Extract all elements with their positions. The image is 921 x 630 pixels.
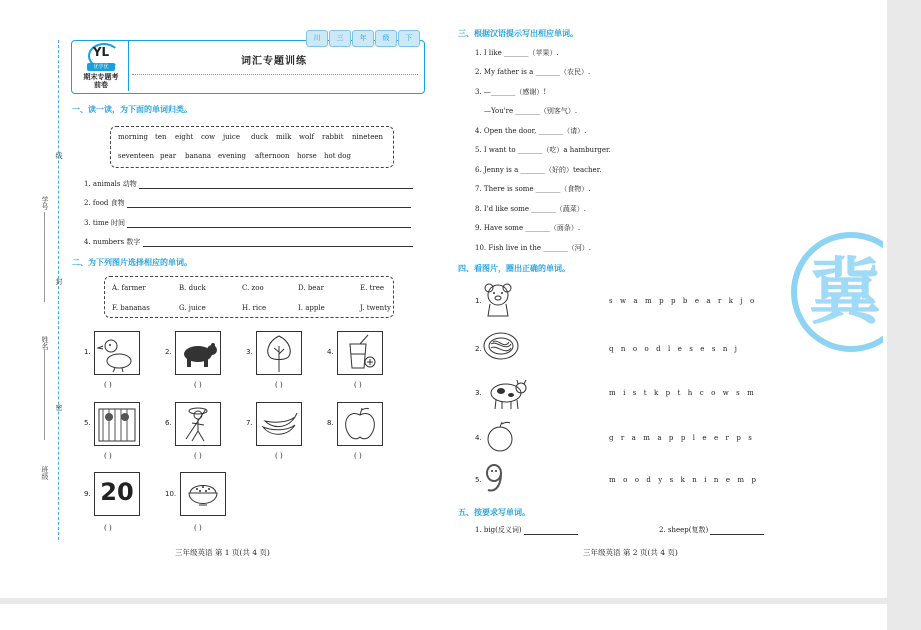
answer-line[interactable] xyxy=(127,227,411,228)
word: rabbit xyxy=(322,133,344,141)
answer-paren[interactable]: ( ) xyxy=(104,452,112,460)
option: B. duck xyxy=(179,284,206,292)
s3-item[interactable]: 8. I'd like some _______（蔬菜）. xyxy=(475,205,586,213)
s5-item xyxy=(659,525,764,535)
answer-paren[interactable]: ( ) xyxy=(104,524,112,532)
s3-item[interactable]: 4. Open the door, _______（请）. xyxy=(475,127,587,135)
item-number: 3. xyxy=(246,348,253,356)
rice-picture xyxy=(180,472,226,516)
option: D. bear xyxy=(298,284,324,292)
letter-string[interactable]: m o o d y s k n i n e m p xyxy=(609,476,759,484)
s1-item-label: 4. numbers 数字 xyxy=(84,238,141,246)
binding-label-class: 班级 xyxy=(41,466,49,480)
word: juice xyxy=(223,133,240,141)
item-number: 6. xyxy=(165,419,172,427)
option: I. apple xyxy=(298,304,325,312)
item-number: 4. xyxy=(475,434,482,442)
apple-icon xyxy=(338,403,382,445)
item-number: 5. xyxy=(84,419,91,427)
logo-sub: 优学优 xyxy=(87,63,115,71)
logo-label: 期末专题考前卷 xyxy=(83,73,119,89)
item-number: 9. xyxy=(84,490,91,498)
logo-text: YL xyxy=(92,45,110,59)
letter-string[interactable]: s w a m p p b e a r k j o xyxy=(609,297,757,305)
word: afternoon xyxy=(255,152,290,160)
watermark-seal xyxy=(787,230,883,354)
binding-field-line xyxy=(44,212,46,302)
binding-field-line xyxy=(44,350,46,440)
s3-item[interactable]: 3. —_______（感谢）! xyxy=(475,88,547,96)
zoo-picture xyxy=(94,402,140,446)
s3-item[interactable]: 2. My father is a _______（农民）. xyxy=(475,68,591,76)
bananas-icon xyxy=(257,403,301,445)
section-2-title: 二、为下列图片选择相应的单词。 xyxy=(72,258,192,267)
footer-right: 三年级英语 第 2 页(共 4 页) xyxy=(583,548,678,557)
noodles-icon xyxy=(482,330,520,364)
word: ten xyxy=(155,133,167,141)
s5-item-label: 1. big(反义词) xyxy=(475,526,522,534)
farmer-picture xyxy=(175,402,221,446)
answer-paren[interactable]: ( ) xyxy=(104,381,112,389)
item-number: 10. xyxy=(165,490,177,498)
zoo-icon xyxy=(95,403,139,445)
item-number: 1. xyxy=(84,348,91,356)
word: cow xyxy=(201,133,216,141)
logo xyxy=(74,41,129,91)
section-3-title: 三、根据汉语提示写出相应单词。 xyxy=(458,29,578,38)
s1-item-label: 1. animals 动物 xyxy=(84,180,137,188)
answer-line[interactable] xyxy=(710,534,764,535)
juice-picture xyxy=(337,331,383,375)
tree-picture xyxy=(256,331,302,375)
letter-string[interactable]: m i s t k p t h c o w s m xyxy=(609,389,757,397)
s3-item[interactable]: 10. Fish live in the _______（河）. xyxy=(475,244,591,252)
word: nineteen xyxy=(352,133,384,141)
twenty-number: 20 xyxy=(100,478,134,506)
s3-item[interactable]: 7. There is some _______（食物）. xyxy=(475,185,591,193)
duck-icon xyxy=(95,332,139,374)
s1-item xyxy=(84,218,411,228)
word: eight xyxy=(175,133,194,141)
option: C. zoo xyxy=(242,284,264,292)
option: H. rice xyxy=(242,304,267,312)
rice-icon xyxy=(181,473,225,515)
s1-item-label: 2. food 食物 xyxy=(84,199,125,207)
s3-item[interactable]: 5. I want to _______（吃）a hamburger. xyxy=(475,146,611,154)
juice-icon xyxy=(338,332,382,374)
binding-line xyxy=(58,40,59,540)
answer-paren[interactable]: ( ) xyxy=(194,381,202,389)
word: seventeen xyxy=(118,152,154,160)
item-number: 2. xyxy=(165,348,172,356)
answer-paren[interactable]: ( ) xyxy=(354,452,362,460)
option: E. tree xyxy=(360,284,385,292)
page-title: 词汇专题训练 xyxy=(241,56,307,67)
item-number: 3. xyxy=(475,389,482,397)
word: wolf xyxy=(299,133,315,141)
cow-icon xyxy=(484,376,528,412)
item-number: 8. xyxy=(327,419,334,427)
s1-item xyxy=(84,179,413,189)
twenty-picture xyxy=(94,472,140,516)
word: evening xyxy=(218,152,246,160)
word: pear xyxy=(160,152,177,160)
answer-paren[interactable]: ( ) xyxy=(354,381,362,389)
item-number: 1. xyxy=(475,297,482,305)
s1-item xyxy=(84,198,411,208)
number-nine-icon xyxy=(484,462,506,496)
binding-label-seal: 封 xyxy=(55,278,63,285)
answer-line[interactable] xyxy=(127,207,411,208)
word: milk xyxy=(276,133,292,141)
grade-tag: 三 xyxy=(329,30,351,47)
title-rule xyxy=(132,74,418,75)
word: hot dog xyxy=(324,152,351,160)
binding-label-name: 姓名 xyxy=(41,336,49,350)
binding-label-line: 线 xyxy=(55,152,63,159)
letter-string[interactable]: q n o o d l e s e s n j xyxy=(609,345,740,353)
option: F. bananas xyxy=(112,304,150,312)
s1-item xyxy=(84,237,413,247)
item-number: 2. xyxy=(475,345,482,353)
word: morning xyxy=(118,133,148,141)
binding-label-student-id: 学号 xyxy=(41,196,49,210)
grade-tag: 年 xyxy=(352,30,374,47)
s3-item[interactable]: 9. Have some _______（面条）. xyxy=(475,224,581,232)
binding-label-secret: 密 xyxy=(55,404,63,411)
word: horse xyxy=(297,152,317,160)
teddy-bear-icon xyxy=(482,282,514,320)
section-5-title: 五、按要求写单词。 xyxy=(458,508,530,517)
s1-item-label: 3. time 时间 xyxy=(84,219,125,227)
footer-left: 三年级英语 第 1 页(共 4 页) xyxy=(175,548,270,557)
grade-tag: 级 xyxy=(375,30,397,47)
apple-picture xyxy=(337,402,383,446)
option: A. farmer xyxy=(112,284,146,292)
bear-icon xyxy=(176,332,220,374)
letter-string[interactable]: g r a m a p p l e e r p s xyxy=(609,434,755,442)
word: banana xyxy=(185,152,212,160)
answer-line[interactable] xyxy=(143,246,413,247)
answer-line[interactable] xyxy=(524,534,578,535)
next-page-edge xyxy=(0,604,887,630)
option: J. twenty xyxy=(360,304,391,312)
watermark-char: 冀 xyxy=(809,250,882,334)
bananas-picture xyxy=(256,402,302,446)
duck-picture xyxy=(94,331,140,375)
s3-item[interactable]: 6. Jenny is a _______（好的）teacher. xyxy=(475,166,602,174)
s3-item[interactable]: 1. I like _______（苹果）. xyxy=(475,49,559,57)
word: duck xyxy=(251,133,269,141)
answer-paren[interactable]: ( ) xyxy=(194,452,202,460)
answer-line[interactable] xyxy=(139,188,413,189)
item-number: 5. xyxy=(475,476,482,484)
item-number: 7. xyxy=(246,419,253,427)
grade-tag: 下 xyxy=(398,30,420,47)
orange-icon xyxy=(484,420,518,454)
item-number: 4. xyxy=(327,348,334,356)
option: G. juice xyxy=(179,304,206,312)
s5-item xyxy=(475,525,578,535)
section-1-title: 一、读一读，为下面的单词归类。 xyxy=(72,105,192,114)
answer-paren[interactable]: ( ) xyxy=(275,381,283,389)
section-4-title: 四、看图片，圈出正确的单词。 xyxy=(458,264,570,273)
answer-paren[interactable]: ( ) xyxy=(194,524,202,532)
answer-paren[interactable]: ( ) xyxy=(275,452,283,460)
farmer-icon xyxy=(176,403,220,445)
s3-item[interactable]: —You're _______（别客气）. xyxy=(484,107,578,115)
tree-icon xyxy=(257,332,301,374)
s5-item-label: 2. sheep(复数) xyxy=(659,526,709,534)
bear-picture xyxy=(175,331,221,375)
grade-tag: 川 xyxy=(306,30,328,47)
